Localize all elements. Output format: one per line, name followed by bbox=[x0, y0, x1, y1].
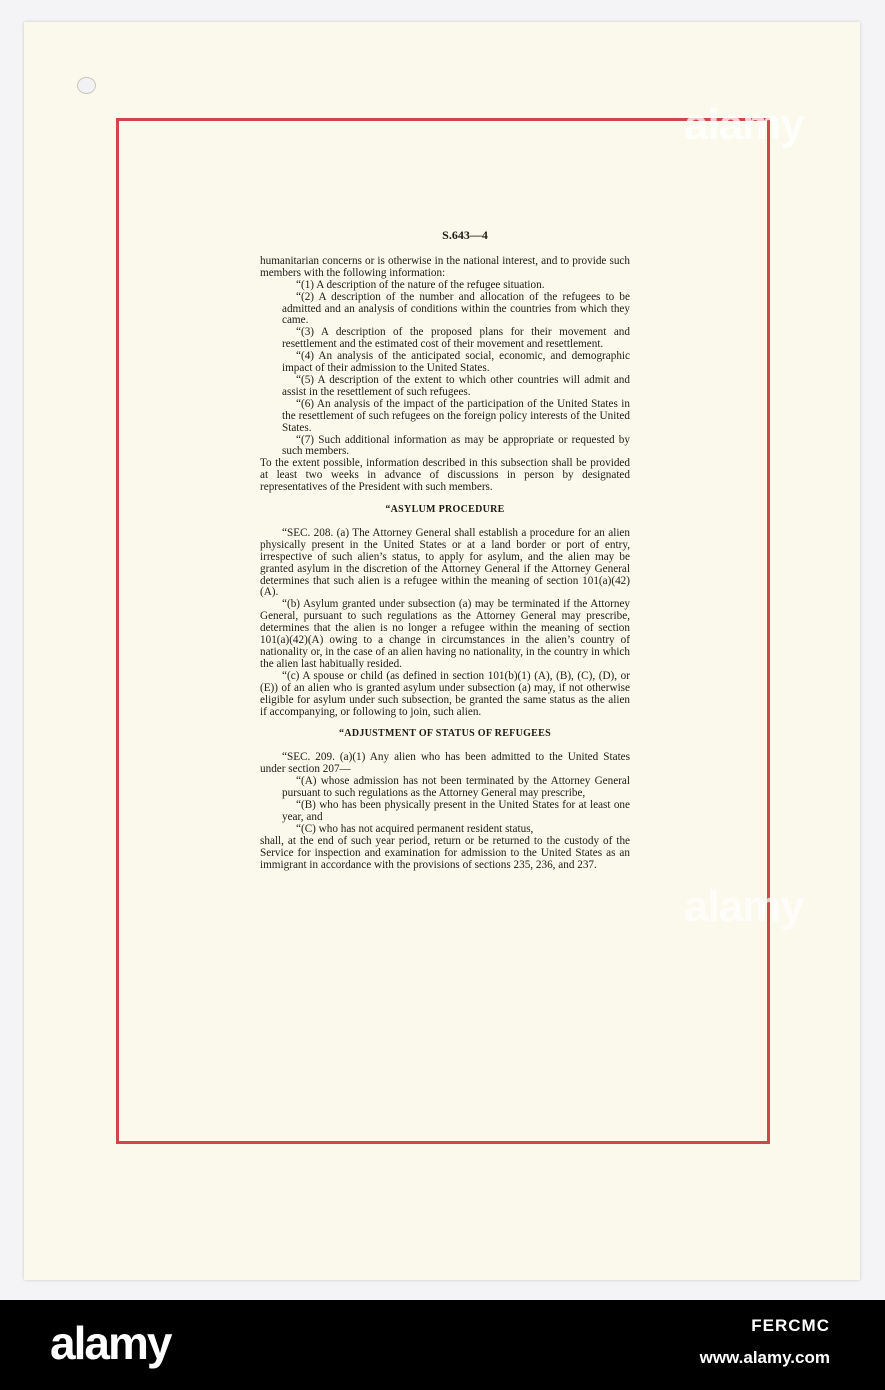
alamy-logo: alamy bbox=[50, 1317, 171, 1369]
paragraph: “(6) An analysis of the impact of the participation of the United States in the resettlement of such refugees on the foreign policy interests of the United States. bbox=[282, 397, 630, 434]
paragraph: “(2) A description of the number and allocation of the refugees to be admitted and an analysis of conditions within the countries from which they came. bbox=[282, 290, 630, 327]
paragraph: “(1) A description of the nature of the refugee situation. bbox=[296, 278, 545, 291]
paragraph: “(4) An analysis of the anticipated social, economic, and demographic impact of their admission to the United States. bbox=[282, 350, 630, 375]
paragraph: “(c) A spouse or child (as defined in section 101(b)(1) (A), (B), (C), (D), or (E)) of an alien who is granted asylum under subsection (a) may, if not otherwise eligible for asylum under such subsection, be granted the same status as the alien if accompanying, or following to join, such alien. bbox=[260, 669, 630, 718]
paragraph: “SEC. 208. (a) The Attorney General shall establish a procedure for an alien physically present in the United States or at a land border or port of entry, irrespective of such alien’s status, to apply for asylum, and the alien may be granted asylum in the discretion of the Attorney General if the Attorney General determines that such alien is a refugee within the meaning of section 101(a)(42)(A). bbox=[260, 526, 630, 599]
paragraph: “(b) Asylum granted under subsection (a) may be terminated if the Attorney General, pursuant to such regulations as the Attorney General may prescribe, determines that the alien is no longer a refugee within the meaning of section 101(a)(42)(A) owing to a change in circumstances in the alien’s country of nationality or, in the case of an alien having no nationality, in the country in which the alien last habitually resided. bbox=[260, 598, 630, 670]
paragraph: “SEC. 209. (a)(1) Any alien who has been admitted to the United States under section 207— bbox=[260, 751, 630, 776]
paragraph: “(3) A description of the proposed plans for their movement and resettlement and the estimated cost of their movement and resettlement. bbox=[282, 326, 630, 351]
image-code: FERCMC bbox=[751, 1316, 830, 1335]
paragraph: “(A) whose admission has not been terminated by the Attorney General pursuant to such regulations as the Attorney General may prescribe, bbox=[282, 775, 630, 800]
text-section-asylum bbox=[260, 528, 630, 719]
document-text bbox=[260, 230, 630, 871]
paragraph: To the extent possible, information described in this subsection shall be provided at least two weeks in advance of discussions in person by designated representatives of the President with such members. bbox=[260, 457, 630, 494]
paragraph: “(B) who has been physically present in the United States for at least one year, and bbox=[282, 798, 630, 823]
text-section-information bbox=[260, 256, 630, 494]
site-url: www.alamy.com bbox=[699, 1348, 830, 1367]
paragraph: “(C) who has not acquired permanent resident status, bbox=[296, 822, 534, 835]
paragraph: “(5) A description of the extent to which other countries will admit and assist in the resettlement of such refugees. bbox=[282, 373, 630, 398]
paragraph: humanitarian concerns or is otherwise in the national interest, and to provide such members with the following information: bbox=[260, 254, 630, 279]
document-sheet bbox=[24, 22, 860, 1280]
watermark-logo-top: alamy bbox=[684, 100, 804, 149]
stock-footer-bar bbox=[0, 1300, 885, 1390]
punch-hole bbox=[77, 77, 96, 94]
page-number: S.643—4 bbox=[442, 228, 488, 242]
paragraph: shall, at the end of such year period, return or be returned to the custody of the Service for inspection and examination for admission to the United States as an immigrant in accordance with the provisions of sections 235, 236, and 237. bbox=[260, 834, 630, 871]
watermark-logo-middle: alamy bbox=[684, 882, 804, 931]
section-heading-adjustment: “ADJUSTMENT OF STATUS OF REFUGEES bbox=[339, 728, 551, 740]
paragraph: “(7) Such additional information as may be appropriate or requested by such members. bbox=[282, 433, 630, 458]
section-heading-asylum: “ASYLUM PROCEDURE bbox=[385, 504, 505, 516]
text-section-adjustment bbox=[260, 752, 630, 871]
